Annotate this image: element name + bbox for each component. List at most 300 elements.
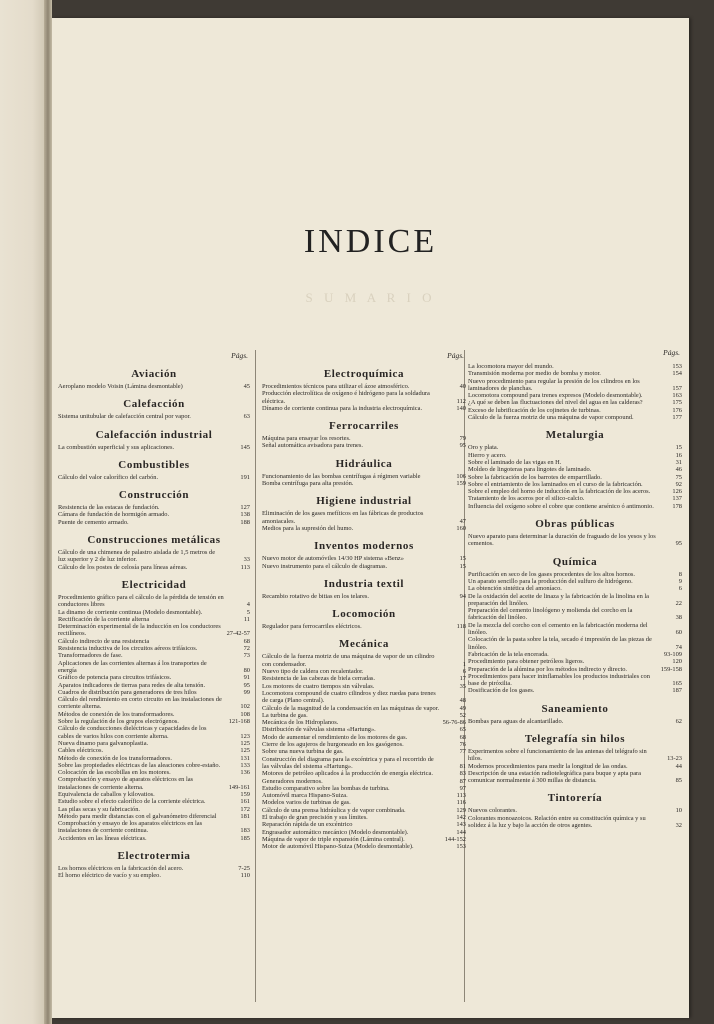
- column-divider: [255, 350, 256, 1002]
- entry-title: La dinamo de corriente continua (Modelo desmontable).: [58, 608, 203, 616]
- entry-title: Cuadros de distribución para generadores de tres hilos: [58, 688, 197, 696]
- index-entry: [262, 792, 466, 799]
- entry-page-number: 85: [675, 777, 682, 785]
- index-entry: [58, 444, 250, 451]
- index-entry: [58, 383, 250, 390]
- index-entry: [58, 652, 250, 659]
- entry-title: Nuevo procedimiento para regular la presión de los cilindros en los laminadores de planchas.: [468, 377, 640, 392]
- index-entry: [468, 452, 682, 459]
- entry-page-number: 32: [675, 822, 682, 830]
- entry-title: Sobre la fabricación de los barrotes de emparrillado.: [468, 473, 602, 481]
- entry-title: Procedimiento para obtener petróleos ligeros.: [468, 658, 585, 666]
- entry-title: Nuevos colorantes.: [468, 807, 517, 815]
- index-column-3: [468, 348, 682, 829]
- index-entry: [468, 414, 682, 421]
- entry-page-number: 17: [459, 675, 466, 683]
- entry-page-number: 47: [459, 517, 466, 525]
- entry-page-number: 91: [243, 674, 250, 682]
- entry-title: Cálculo de conducciones dieléctricas y capacidades de los cables de varios hilos con corriente alterna.: [58, 725, 207, 740]
- section-heading: Tintorería: [547, 792, 603, 805]
- pages-header: Págs.: [447, 351, 464, 360]
- entry-title: Locomotora compound de cuatro cilindros y diez ruedas para trenes de carga (Plano central).: [262, 689, 436, 705]
- section-heading: Saneamiento: [541, 702, 609, 715]
- entry-title: Purificación en seco de los gases procedentes de los altos hornos.: [468, 570, 635, 578]
- entry-title: Exceso de lubrificación de los cojinetes de turbinas.: [468, 406, 601, 414]
- entry-title: Sobre una nueva turbina de gas.: [262, 748, 344, 756]
- index-entry: [58, 872, 250, 879]
- entry-title: Máquina para ensayar los resortes.: [262, 435, 351, 443]
- entry-page-number: 99: [243, 688, 250, 696]
- entry-title: Generadores modernos.: [262, 777, 323, 785]
- entry-title: Dínamo de corriente continua para la industria electroquímica.: [262, 404, 423, 412]
- entry-title: Método para medir distancias con el galvanómetro diferencial: [58, 812, 217, 820]
- entry-title: Descripción de una estación radiotelegráfica para buque y apta para comunicar normalmente á 300 millas de distancia.: [468, 769, 641, 785]
- index-column-1: [58, 351, 250, 880]
- entry-title: La combustión superficial y sus aplicaciones.: [58, 443, 175, 451]
- entry-page-number: 15: [675, 444, 682, 452]
- index-entry: [468, 658, 682, 665]
- entry-page-number: 56-76-86: [442, 719, 466, 727]
- entry-title: Equivalencia de caballos y kilovatios.: [58, 790, 155, 798]
- entry-page-number: 163: [672, 392, 682, 400]
- section-heading: Construcción: [118, 489, 190, 502]
- index-entry: [262, 785, 466, 792]
- index-entry: [468, 622, 682, 637]
- section-heading: Industria textil: [323, 577, 405, 590]
- index-entry: [468, 495, 682, 502]
- index-entry: [262, 843, 466, 850]
- index-entry: [468, 578, 682, 585]
- index-entry: [262, 814, 466, 821]
- index-entry: [468, 687, 682, 694]
- scan-background: [689, 18, 714, 1024]
- entry-page-number: 165: [672, 680, 682, 688]
- index-entry: [262, 510, 466, 525]
- entry-title: Producción electrolítica de oxígeno é hidrógeno para la soldadura eléctrica.: [262, 390, 430, 405]
- entry-page-number: 6: [678, 585, 682, 593]
- left-page-edge: [0, 0, 46, 1024]
- index-entry: [58, 609, 250, 616]
- entry-page-number: 4: [246, 601, 250, 609]
- index-entry: [262, 829, 466, 836]
- entry-title: Modo de aumentar el rendimiento de los motores de gas.: [262, 733, 408, 741]
- entry-page-number: 45: [243, 383, 250, 390]
- index-entry: [262, 593, 466, 600]
- entry-title: Sistema unitubular de calefacción central por vapor.: [58, 413, 191, 421]
- entry-title: Locomotora compound para trenes expresos (Modelo desmontable).: [468, 392, 643, 400]
- pages-header: Págs.: [663, 348, 680, 357]
- entry-title: Medios para la supresión del humo.: [262, 524, 354, 532]
- entry-title: Motores de petróleo aplicados á la producción de energía eléctrica.: [262, 770, 433, 778]
- entry-page-number: 31: [675, 458, 682, 466]
- entry-page-number: 177: [672, 414, 682, 422]
- entry-page-number: 172: [240, 805, 250, 813]
- section-heading: Construcciones metálicas: [87, 534, 221, 547]
- index-entry: [58, 474, 250, 481]
- entry-page-number: 6: [462, 668, 466, 676]
- entry-title: Método de conexión de los transformadores.: [58, 754, 172, 762]
- index-entry: [58, 519, 250, 526]
- index-entry: [262, 653, 466, 668]
- entry-page-number: 9: [678, 577, 682, 585]
- index-entry: [262, 770, 466, 777]
- index-entry: [262, 390, 466, 405]
- entry-page-number: 63: [243, 413, 250, 421]
- index-entry: [58, 549, 250, 564]
- section-heading: Calefacción: [123, 398, 185, 411]
- index-entry: [262, 623, 466, 630]
- entry-title: Funcionamiento de las bombas centrífugas á régimen variable: [262, 472, 421, 480]
- index-entry: [262, 675, 466, 682]
- entry-title: Nuevo instrumento para el cálculo de diagramas.: [262, 562, 388, 570]
- entry-page-number: 136: [240, 769, 250, 777]
- section-heading: Inventos modernos: [314, 540, 414, 553]
- index-entry: [58, 865, 250, 872]
- entry-title: Las pilas secas y su fabricación.: [58, 805, 140, 813]
- entry-page-number: 137: [672, 495, 682, 503]
- entry-title: Nuevo motor de automóviles 14/30 HP sistema «Benz»: [262, 555, 404, 563]
- entry-page-number: 102: [240, 703, 250, 711]
- index-entry: [58, 740, 250, 747]
- index-entry: [468, 474, 682, 481]
- index-entry: [468, 533, 682, 548]
- entry-title: Transmisión moderna por medio de bomba y motor.: [468, 370, 601, 378]
- entry-page-number: 161: [240, 798, 250, 806]
- entry-title: De la oxidación del aceite de linaza y la fabricación de la linolina en la preparación del linóleo.: [468, 592, 649, 607]
- entry-title: Cálculo de la magnitud de la condensación en las máquinas de vapor.: [262, 704, 440, 712]
- pages-header: Págs.: [231, 351, 248, 360]
- entry-title: Oro y plata.: [468, 444, 499, 452]
- index-entry: [468, 807, 682, 814]
- entry-page-number: 68: [243, 637, 250, 645]
- index-entry: [58, 725, 250, 740]
- entry-page-number: 35: [459, 682, 466, 690]
- entry-title: Rectificación de la corriente alterna: [58, 615, 150, 623]
- index-entry: [262, 383, 466, 390]
- entry-title: Sobre las propiedades eléctricas de las aleaciones cobre-estaño.: [58, 761, 221, 769]
- entry-title: Procedimientos para hacer ininflamables los productos industriales con base de piróxilia.: [468, 672, 650, 688]
- section-heading: Calefacción industrial: [95, 428, 213, 441]
- index-entry: [468, 459, 682, 466]
- entry-title: Nuevo aparato para determinar la duración de fraguado de los yesos y los cementos.: [468, 533, 656, 548]
- section-heading: Aviación: [131, 368, 177, 380]
- index-entry: [262, 778, 466, 785]
- entry-page-number: 52: [459, 711, 466, 719]
- index-entry: [262, 836, 466, 843]
- entry-title: Determinación experimental de la inducción en los conductores rectilíneos.: [58, 623, 221, 638]
- entry-page-number: 138: [240, 511, 250, 519]
- index-entry: [58, 645, 250, 652]
- entry-page-number: 16: [675, 451, 682, 459]
- index-entry: [262, 799, 466, 806]
- entry-title: Cierre de los agujeros de hurgoneado en los gasógenos.: [262, 741, 404, 749]
- entry-title: Influencia del oxígeno sobre el cobre que contiene arsénico ó antimonio.: [468, 502, 654, 510]
- index-entry: [262, 690, 466, 705]
- index-entry: [262, 734, 466, 741]
- entry-page-number: 15: [459, 562, 466, 570]
- entry-title: Puente de cemento armado.: [58, 518, 129, 526]
- entry-page-number: 49: [459, 704, 466, 712]
- entry-page-number: 108: [240, 710, 250, 718]
- entry-title: El horno eléctrico de vacío y su empleo.: [58, 872, 161, 880]
- entry-title: Recambio rotativo de bitias en los telares.: [262, 592, 370, 600]
- index-entry: [262, 756, 466, 771]
- entry-title: Aplicaciones de las corrientes alternas á los transportes de energía: [58, 659, 207, 674]
- entry-title: Tratamiento de los aceros por el silico-calcio.: [468, 495, 585, 503]
- index-entry: [58, 623, 250, 638]
- entry-title: ¿A qué se deben las fluctuaciones del nivel del agua en las calderas?: [468, 399, 643, 407]
- index-entry: [58, 674, 250, 681]
- entry-page-number: 65: [459, 726, 466, 734]
- entry-page-number: 77: [459, 748, 466, 756]
- entry-page-number: 15: [459, 555, 466, 563]
- entry-title: Los motores de cuatro tiempos sin válvulas.: [262, 682, 375, 690]
- index-entry: [468, 466, 682, 473]
- entry-page-number: 7-25: [238, 865, 250, 873]
- entry-page-number: 125: [240, 739, 250, 747]
- entry-page-number: 87: [459, 777, 466, 785]
- entry-page-number: 46: [675, 466, 682, 474]
- entry-page-number: 181: [240, 812, 250, 820]
- entry-title: La turbina de gas.: [262, 711, 308, 719]
- entry-page-number: 159: [240, 790, 250, 798]
- section-heading: Hidráulica: [335, 457, 393, 470]
- entry-page-number: 191: [240, 473, 250, 481]
- index-entry: [58, 413, 250, 420]
- index-entry: [262, 726, 466, 733]
- entry-title: Engrasador automático mecánico (Modelo desmontable).: [262, 828, 409, 836]
- entry-page-number: 94: [459, 592, 466, 600]
- show-through-text: S U M A R I O: [305, 290, 436, 305]
- section-heading: Higiene industrial: [316, 495, 412, 508]
- entry-page-number: 144-152: [444, 835, 466, 843]
- section-heading: Ferrocarriles: [329, 420, 399, 433]
- index-entry: [468, 407, 682, 414]
- entry-title: Automóvil marca Hispano-Suiza.: [262, 792, 348, 800]
- index-entry: [262, 435, 466, 442]
- entry-title: Preparación del cemento linológeno y molienda del corcho en la fabricación del linóleo.: [468, 607, 633, 622]
- index-entry: [468, 770, 682, 785]
- entry-title: De la mezcla del corcho con el cemento en la fabricación moderna del linóleo.: [468, 621, 648, 637]
- index-entry: [58, 798, 250, 805]
- entry-title: Aparatos indicadores de tierras para redes de alta tensión.: [58, 681, 206, 689]
- section-heading: Combustibles: [118, 458, 190, 471]
- entry-title: Cálculo de la fuerza motriz de una máquina de vapor compound.: [468, 414, 634, 422]
- entry-title: Los hornos eléctricos en la fabricación del acero.: [58, 865, 184, 873]
- index-entry: [262, 668, 466, 675]
- entry-title: Nueva dinamo para galvanoplastia.: [58, 739, 149, 747]
- entry-title: Cálculo de una chimenea de palastro aislada de 1,5 metros de luz superior y 2 de luz inferior.: [58, 549, 216, 564]
- entry-title: Bomba centrífuga para alta presión.: [262, 480, 354, 488]
- index-entry: [262, 683, 466, 690]
- entry-page-number: 133: [240, 761, 250, 769]
- entry-title: Cálculo indirecto de una resistencia: [58, 637, 150, 645]
- index-entry: [58, 747, 250, 754]
- entry-page-number: 113: [456, 792, 466, 800]
- index-entry: [468, 370, 682, 377]
- entry-page-number: 145: [240, 443, 250, 451]
- index-entry: [58, 820, 250, 835]
- index-entry: [468, 673, 682, 688]
- index-entry: [262, 748, 466, 755]
- entry-page-number: 157: [672, 384, 682, 392]
- entry-page-number: 129: [456, 806, 466, 814]
- entry-title: Experimentos sobre el funcionamiento de las antenas del telégrafo sin hilos.: [468, 747, 647, 763]
- entry-title: Métodos de conexión de los transformadores.: [58, 710, 175, 718]
- index-entry: [468, 378, 682, 393]
- entry-page-number: 10: [675, 807, 682, 815]
- entry-title: Preparación de la alúmina por los métodos indirecto y directo.: [468, 665, 628, 673]
- entry-page-number: 127: [240, 504, 250, 512]
- entry-title: Comprobación y ensayo de los aparatos eléctricos en las instalaciones de corriente continua.: [58, 820, 203, 835]
- section-heading: Telegrafía sin hilos: [524, 732, 626, 745]
- entry-title: Cables eléctricos.: [58, 747, 104, 755]
- entry-page-number: 5: [246, 608, 250, 616]
- entry-title: Moldeo de lingoteras para lingotes de laminado.: [468, 466, 592, 474]
- entry-title: Construcción del diagrama para la excéntrica y para el recorrido de las válvulas del sistema «Hartung».: [262, 755, 434, 770]
- entry-page-number: 33: [243, 556, 250, 564]
- entry-title: Fabricación de la tela encerada.: [468, 650, 549, 658]
- index-entry: [468, 651, 682, 658]
- entry-title: Cálculo de una prensa hidráulica y de vapor combinada.: [262, 806, 406, 814]
- entry-page-number: 123: [240, 732, 250, 740]
- index-entry: [468, 636, 682, 651]
- entry-title: Procedimiento gráfico para el cálculo de la pérdida de tensión en conductores libres: [58, 593, 224, 609]
- entry-page-number: 95: [459, 442, 466, 450]
- entry-title: Un aparato sencillo para la producción del sulfuro de hidrógeno.: [468, 577, 633, 585]
- entry-title: Cálculo del rendimiento en corto circuito en las instalaciones de corriente alterna.: [58, 696, 222, 711]
- entry-title: Sobre la regulación de los grupos electrógenos.: [58, 718, 179, 726]
- entry-title: Regulador para ferrocarriles eléctricos.: [262, 623, 362, 631]
- entry-page-number: 183: [240, 827, 250, 835]
- index-entry: [262, 563, 466, 570]
- index-entry: [58, 718, 250, 725]
- index-entry: [262, 741, 466, 748]
- index-entry: [262, 525, 466, 532]
- entry-page-number: 120: [672, 658, 682, 666]
- section-heading: Electricidad: [121, 578, 187, 591]
- page-title: INDICE: [303, 223, 438, 260]
- entry-page-number: 97: [459, 784, 466, 792]
- index-entry: [58, 776, 250, 791]
- entry-page-number: 125: [240, 747, 250, 755]
- entry-title: Resistencia de las estacas de fundación.: [58, 504, 160, 512]
- entry-title: Mecánica de los Hidroplanos.: [262, 719, 339, 727]
- entry-page-number: 1: [462, 660, 466, 668]
- entry-page-number: 159: [456, 480, 466, 488]
- section-heading: Obras públicas: [535, 518, 615, 531]
- index-entry: [468, 488, 682, 495]
- entry-page-number: 110: [240, 872, 250, 880]
- entry-page-number: 118: [456, 623, 466, 631]
- entry-page-number: 92: [675, 480, 682, 488]
- section-heading: Locomoción: [332, 608, 396, 621]
- section-heading: Electrotermia: [117, 850, 191, 863]
- entry-title: La obtención sintética del amoníaco.: [468, 585, 562, 593]
- entry-title: Cálculo de los postes de celosía para líneas aéreas.: [58, 563, 188, 571]
- index-entry: [262, 719, 466, 726]
- entry-title: Cámara de fundación de hormigón armado.: [58, 511, 170, 519]
- entry-title: Cálculo del valor calorífico del carbón.: [58, 473, 159, 481]
- index-entry: [468, 666, 682, 673]
- entry-title: Transformadores de fase.: [58, 652, 123, 660]
- entry-title: Bombas para aguas de alcantarillado.: [468, 717, 564, 725]
- entry-page-number: 106: [456, 472, 466, 480]
- entry-title: El trabajo de gran precisión y sus límites.: [262, 813, 368, 821]
- entry-page-number: 48: [459, 697, 466, 705]
- entry-page-number: 8: [678, 570, 682, 578]
- entry-page-number: 38: [675, 614, 682, 622]
- entry-page-number: 153: [672, 363, 682, 370]
- entry-title: Estudio sobre el efecto calorífico de la corriente eléctrica.: [58, 798, 206, 806]
- index-entry: [468, 718, 682, 725]
- entry-title: Reparación rápida de un excéntrico: [262, 821, 353, 829]
- index-entry: [468, 444, 682, 451]
- index-entry: [468, 399, 682, 406]
- index-entry: [58, 511, 250, 518]
- entry-page-number: 160: [456, 524, 466, 532]
- entry-title: Accidentes en las líneas eléctricas.: [58, 834, 147, 842]
- index-entry: [58, 660, 250, 675]
- entry-page-number: 175: [672, 399, 682, 407]
- index-column-2: [262, 351, 466, 850]
- index-entry: [58, 638, 250, 645]
- index-entry: [58, 504, 250, 511]
- entry-page-number: 62: [675, 717, 682, 725]
- entry-page-number: 83: [459, 770, 466, 778]
- entry-title: Nuevo tipo de caldera con recalentador.: [262, 668, 364, 676]
- entry-title: Aeroplano modelo Voisin (Lámina desmontable): [58, 383, 183, 390]
- entry-page-number: 75: [675, 473, 682, 481]
- entry-page-number: 112: [456, 397, 466, 405]
- entry-title: Eliminación de los gases mefíticos en las fábricas de productos amoniacales.: [262, 510, 424, 525]
- index-entry: [468, 481, 682, 488]
- entry-page-number: 187: [672, 687, 682, 695]
- index-entry: [262, 712, 466, 719]
- entry-page-number: 93-109: [663, 650, 682, 658]
- entry-title: Modernos procedimientos para medir la longitud de las ondas.: [468, 762, 628, 770]
- entry-title: Motor de automóvil Hispano-Suiza (Modelo desmontable).: [262, 843, 414, 851]
- index-entry: [58, 564, 250, 571]
- entry-title: Sobre el entriamiento de los laminados en el curso de la fabricación.: [468, 480, 643, 488]
- section-heading: Química: [552, 555, 598, 568]
- index-entry: [58, 682, 250, 689]
- entry-page-number: 74: [675, 643, 682, 651]
- entry-title: Comprobación y ensayo de aparatos eléctricos en las instalaciones de corriente alterna.: [58, 776, 194, 791]
- entry-page-number: 126: [672, 488, 682, 496]
- index-entry: [468, 815, 682, 830]
- index-entry: [262, 480, 466, 487]
- section-heading: Metalurgia: [545, 429, 605, 442]
- index-entry: [468, 503, 682, 510]
- entry-title: Cálculo de la fuerza motriz de una máquina de vapor de un cilindro con condensador.: [262, 653, 435, 668]
- entry-title: Señal automática avisadora para trenes.: [262, 442, 363, 450]
- entry-title: Colocación de la pasta sobre la tela, secado é impresión de las piezas de linóleo.: [468, 636, 652, 651]
- index-entry: [58, 755, 250, 762]
- entry-title: Colorantes monoazoicos. Relación entre su constitución química y su solidez á la luz y bajo la acción de otros agentes.: [468, 814, 646, 830]
- index-entry: [58, 616, 250, 623]
- entry-page-number: 143: [456, 821, 466, 829]
- index-entry: [262, 807, 466, 814]
- book-gutter: [44, 0, 52, 1024]
- entry-page-number: 131: [240, 754, 250, 762]
- index-entry: [58, 711, 250, 718]
- entry-page-number: 40: [459, 383, 466, 390]
- entry-page-number: 81: [459, 762, 466, 770]
- index-entry: [468, 748, 682, 763]
- index-entry: [58, 594, 250, 609]
- entry-page-number: 159-158: [660, 665, 682, 673]
